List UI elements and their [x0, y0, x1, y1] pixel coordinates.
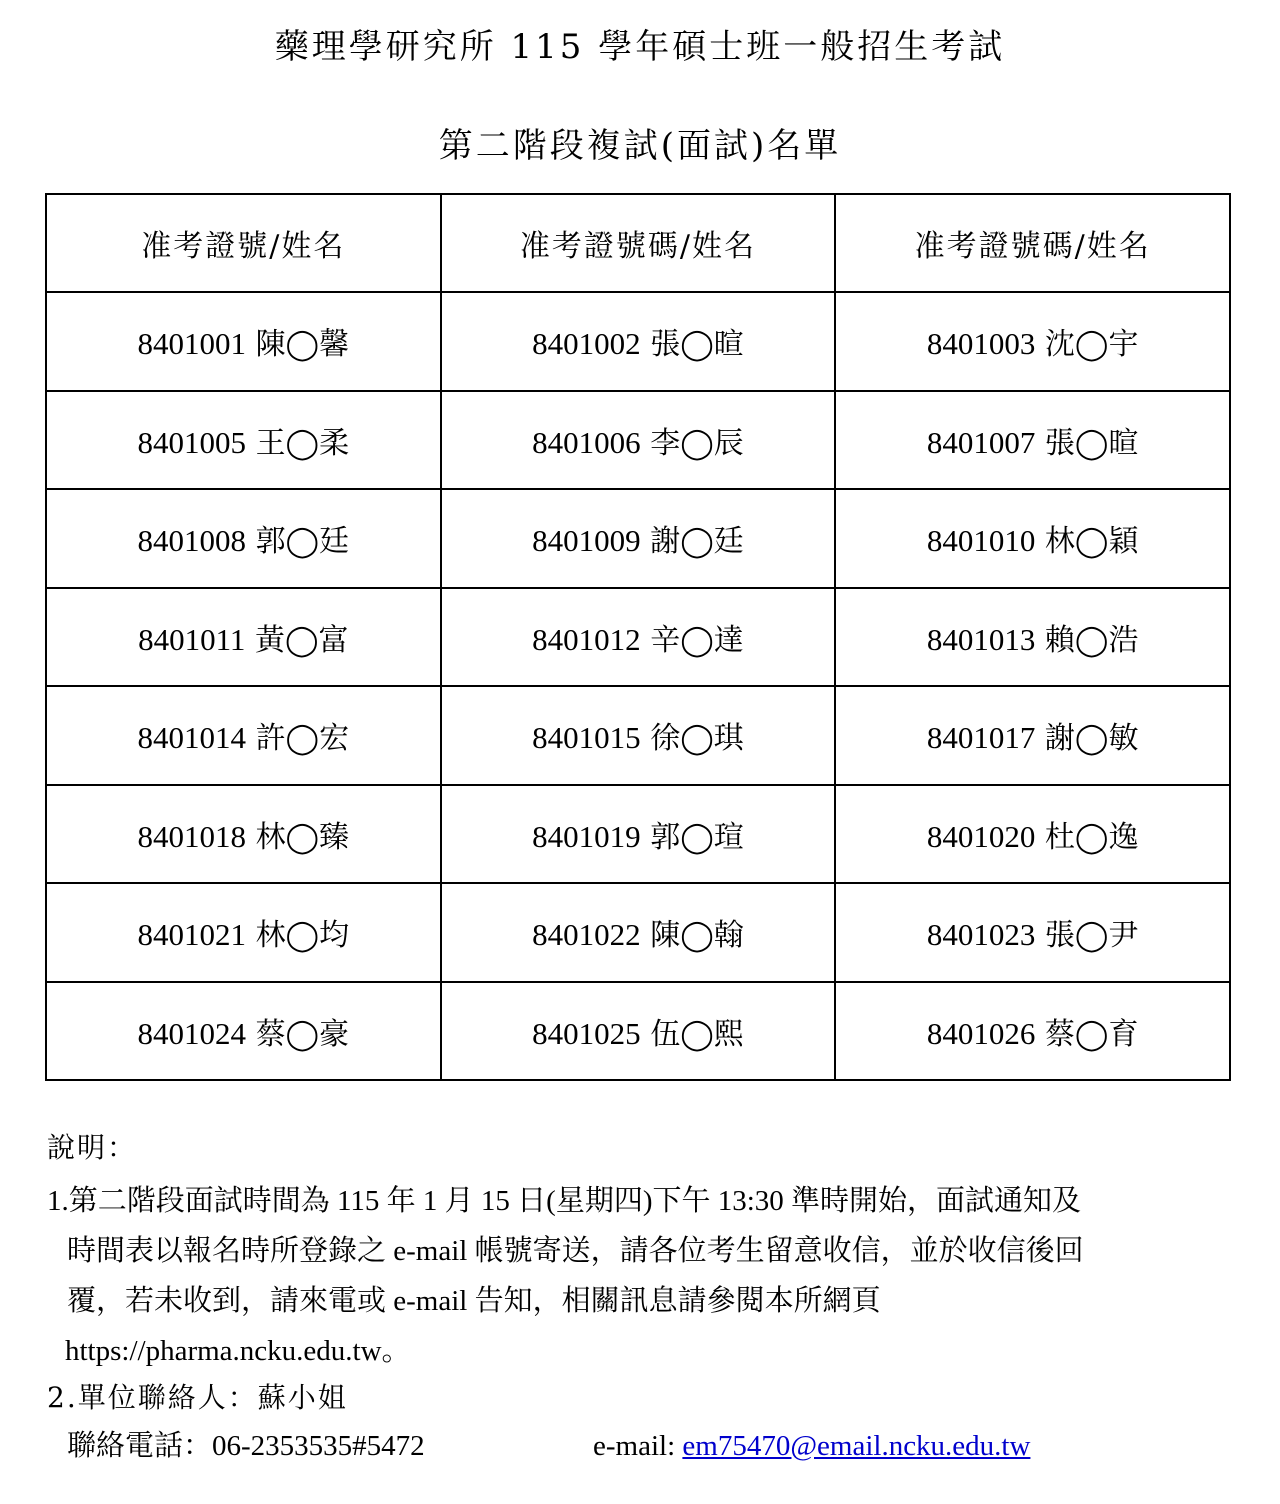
candidate-cell [835, 883, 1230, 982]
document-title: 藥理學研究所 115 學年碩士班一般招生考試 [274, 27, 1006, 67]
candidate-cell [441, 489, 836, 588]
note-item-1-line-2: 時間表以報名時所登錄之 e-mail 帳號寄送，請各位考生留意收信，並於收信後回 [67, 1235, 1084, 1267]
candidate-cell [441, 292, 836, 391]
candidate-name: 賴◯浩 [1044, 622, 1139, 658]
candidate-name: 郭◯廷 [255, 524, 350, 560]
contact-phone: 聯絡電話：06-2353535#5472 [67, 1430, 425, 1462]
exam-number: 8401010 [926, 523, 1036, 559]
exam-number: 8401008 [137, 523, 247, 559]
candidate-name: 林◯臻 [255, 819, 350, 855]
candidate-cell [46, 785, 441, 884]
candidate-name: 沈◯宇 [1044, 327, 1139, 363]
table-body [46, 292, 1230, 1080]
table-row [46, 489, 1230, 588]
exam-number: 8401009 [532, 523, 641, 559]
candidate-cell [46, 391, 441, 490]
exam-number: 8401018 [137, 818, 247, 854]
candidate-name: 辛◯達 [650, 622, 744, 658]
candidate-cell [835, 982, 1230, 1081]
table-row [46, 686, 1230, 785]
exam-number: 8401025 [532, 1015, 641, 1051]
exam-number: 8401003 [926, 326, 1036, 362]
exam-number: 8401021 [137, 917, 247, 953]
candidate-cell [835, 391, 1230, 490]
candidate-cell [441, 982, 836, 1081]
table-row [46, 883, 1230, 982]
table-row [46, 982, 1230, 1081]
column-header: 准考證號/姓名 [46, 194, 441, 292]
candidate-name: 杜◯逸 [1044, 819, 1139, 855]
candidate-name: 伍◯熙 [650, 1016, 744, 1052]
candidate-cell [441, 686, 836, 785]
note-item-2: 2.單位聯絡人：蘇小姐 [47, 1381, 348, 1414]
candidate-name: 蔡◯豪 [255, 1016, 350, 1052]
exam-number: 8401022 [532, 917, 641, 953]
table-row [46, 588, 1230, 687]
note-item-1-line-3: 覆，若未收到，請來電或 e-mail 告知，相關訊息請參閱本所網頁 [67, 1285, 881, 1317]
candidate-cell [441, 785, 836, 884]
candidate-name: 謝◯廷 [650, 524, 744, 560]
exam-number: 8401020 [926, 818, 1036, 854]
candidate-name: 李◯辰 [650, 425, 744, 461]
candidate-cell [441, 391, 836, 490]
exam-number: 8401001 [137, 326, 247, 362]
email-link[interactable]: em75470@email.ncku.edu.tw [682, 1430, 1031, 1462]
candidate-cell [835, 686, 1230, 785]
notes-heading: 說明： [47, 1131, 138, 1164]
candidate-cell [441, 588, 836, 687]
exam-number: 8401014 [137, 720, 247, 756]
table-row [46, 785, 1230, 884]
candidate-cell [46, 883, 441, 982]
exam-number: 8401015 [532, 720, 641, 756]
exam-number: 8401024 [137, 1015, 247, 1051]
exam-number: 8401006 [532, 424, 641, 460]
candidate-cell [46, 588, 441, 687]
candidate-name: 林◯穎 [1044, 524, 1139, 560]
exam-number: 8401017 [926, 720, 1036, 756]
exam-number: 8401026 [926, 1015, 1036, 1051]
candidate-cell [46, 489, 441, 588]
table-header-row [46, 194, 1230, 292]
candidate-name: 張◯尹 [1044, 918, 1139, 954]
exam-number: 8401007 [926, 424, 1036, 460]
candidate-cell [46, 982, 441, 1081]
candidate-name: 蔡◯育 [1044, 1016, 1139, 1052]
note-item-1-line-1: 1.第二階段面試時間為 115 年 1 月 15 日(星期四)下午 13:30 準時開始，面試通知及 [47, 1185, 1082, 1217]
candidate-cell [46, 686, 441, 785]
exam-number: 8401005 [137, 424, 247, 460]
email-label: e-mail: [593, 1430, 683, 1462]
candidate-cell [835, 785, 1230, 884]
candidate-cell [441, 883, 836, 982]
table-row [46, 391, 1230, 490]
candidate-name: 王◯柔 [255, 425, 350, 461]
candidate-name: 謝◯敏 [1044, 721, 1139, 757]
exam-number: 8401019 [532, 818, 641, 854]
candidate-name: 徐◯琪 [650, 721, 744, 757]
exam-number: 8401012 [532, 621, 641, 657]
candidate-name: 林◯均 [255, 918, 350, 954]
column-header: 准考證號碼/姓名 [835, 194, 1230, 292]
table-row [46, 292, 1230, 391]
candidate-cell [835, 588, 1230, 687]
candidate-name: 張◯暄 [1044, 425, 1139, 461]
candidate-name: 郭◯瑄 [650, 819, 744, 855]
candidate-cell [46, 292, 441, 391]
document-subtitle: 第二階段複試(面試)名單 [438, 126, 842, 166]
candidate-name: 陳◯馨 [255, 327, 350, 363]
candidate-name: 張◯暄 [650, 327, 744, 363]
exam-number: 8401023 [926, 917, 1036, 953]
exam-number: 8401011 [138, 621, 246, 657]
candidate-name: 許◯宏 [255, 721, 350, 757]
candidate-name: 陳◯翰 [650, 918, 744, 954]
note-item-1-line-4: https://pharma.ncku.edu.tw。 [65, 1335, 411, 1367]
exam-number: 8401002 [532, 326, 641, 362]
contact-email-row [593, 1432, 1030, 1461]
exam-number: 8401013 [926, 621, 1036, 657]
candidate-table [45, 193, 1231, 1081]
candidate-name: 黃◯富 [254, 622, 349, 658]
candidate-cell [835, 292, 1230, 391]
candidate-cell [835, 489, 1230, 588]
column-header: 准考證號碼/姓名 [441, 194, 836, 292]
